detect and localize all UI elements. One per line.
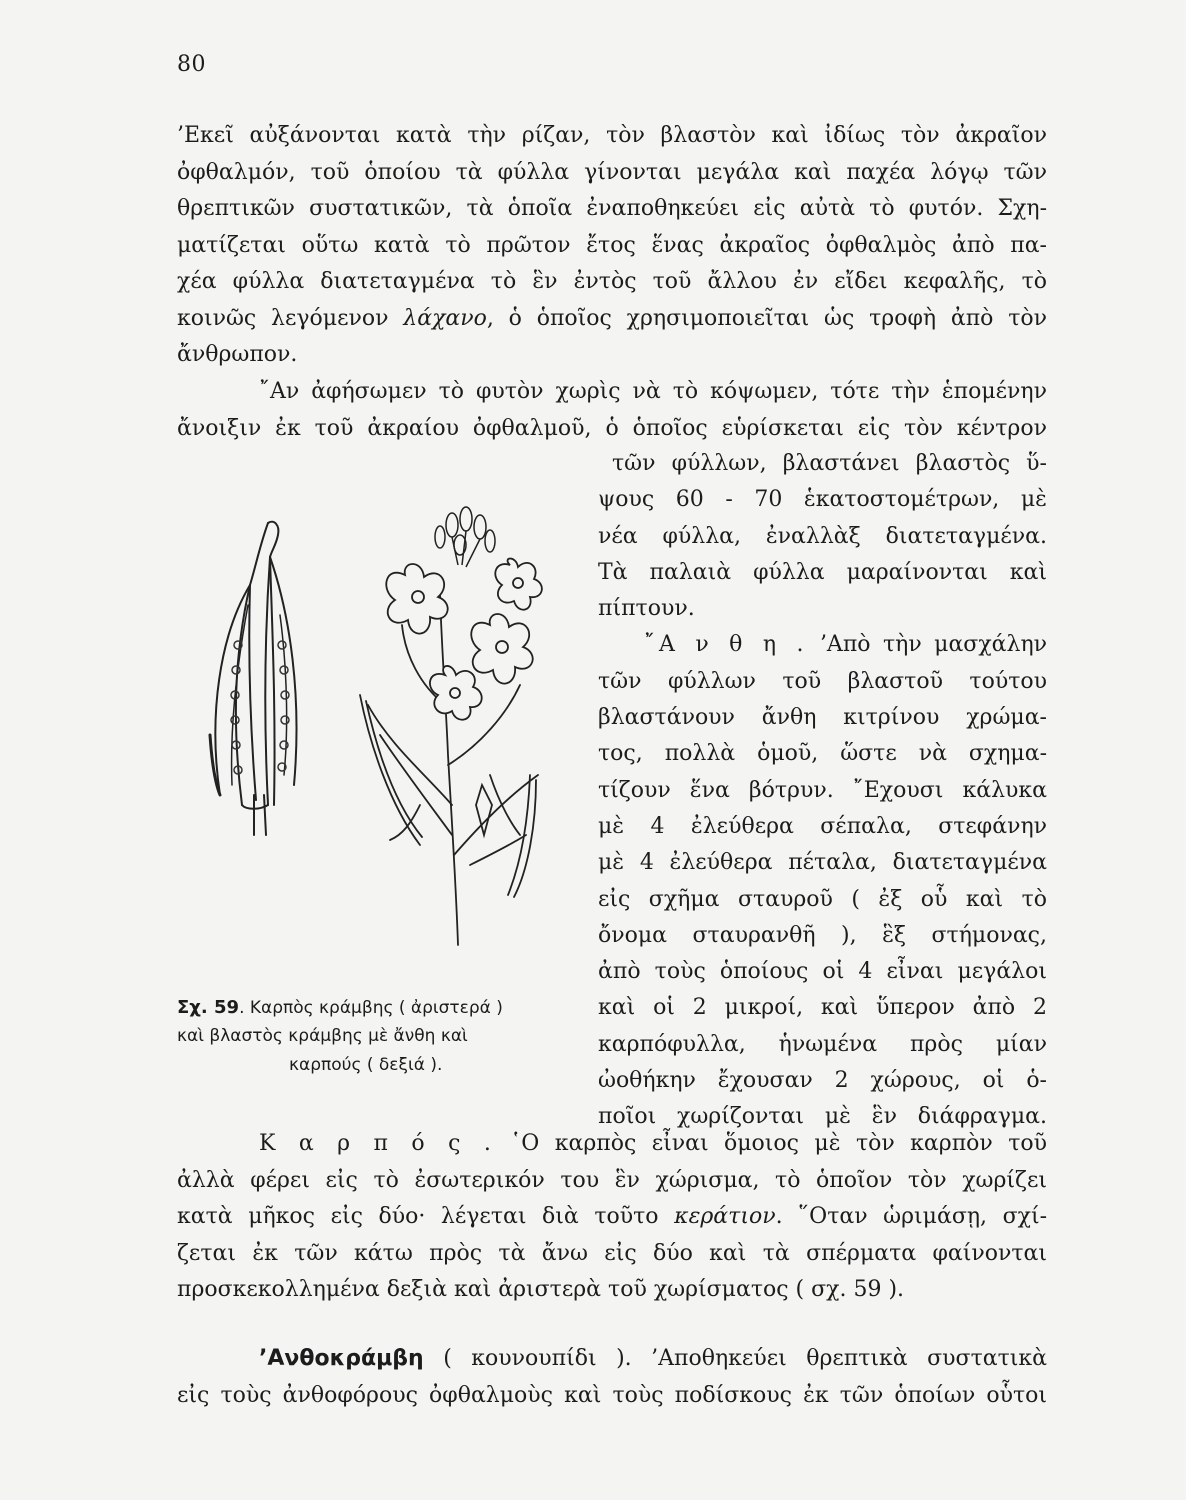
text-line: μὲ 4 ἐλεύθερα σέπαλα, στεφάνην [598, 813, 1047, 839]
text-line: ὀφθαλμόν, τοῦ ὁποίου τὰ φύλλα γίνονται μεγάλα καὶ παχέα λόγῳ τῶν [177, 159, 1047, 185]
text-line: χέα φύλλα διατεταγμένα τὸ ἓν ἐντὸς τοῦ ἄλλου ἐν εἴδει κεφαλῆς, τὸ [177, 269, 1047, 294]
text-fragment: ’Απὸ τὴν μασχάλην [819, 632, 1048, 658]
text-line: ψους 60 - 70 ἑκατοστομέτρων, μὲ [598, 487, 1047, 513]
text-fragment: . Καρπὸς κράμβης ( ἀριστερά ) [239, 998, 503, 1018]
text-fragment: ῾Ο καρπὸς εἶναι ὅμοιος μὲ τὸν καρπὸν τοῦ [510, 1131, 1047, 1156]
intro-paragraph [177, 118, 1047, 374]
text-line: ἄνοιξιν ἐκ τοῦ ἀκραίου ὀφθαλμοῦ, ὁ ὁποῖος εὑρίσκεται εἰς τὸν κέντρον [177, 415, 1047, 441]
text-line [177, 301, 1047, 338]
text-line: εἰς σχῆμα σταυροῦ ( ἐξ οὗ καὶ τὸ [598, 886, 1047, 912]
text-fragment: κατὰ μῆκος εἰς δύο· λέγεται διὰ τοῦτο [177, 1204, 675, 1229]
fruit-paragraph [177, 1126, 1047, 1309]
text-line: καὶ οἱ 2 μικροί, καὶ ὕπερον ἀπὸ 2 [598, 995, 1047, 1021]
text-line: ’Εκεῖ αὐξάνονται κατὰ τὴν ρίζαν, τὸν βλαστὸν καὶ ἰδίως τὸν ἀκραῖον [177, 123, 1047, 148]
flower-clusters [386, 559, 542, 720]
text-line: ἄνθρωπον. [177, 342, 298, 367]
text-line: μὲ 4 ἐλεύθερα πέταλα, διατεταγμένα [598, 850, 1047, 876]
cauliflower-paragraph [177, 1341, 1047, 1414]
caption-line: καρπούς ( δεξιά ). [289, 1055, 443, 1075]
text-line: Τὰ παλαιὰ φύλλα μαραίνονται καὶ [598, 559, 1047, 585]
text-line [177, 1199, 1047, 1236]
term-anthokramvi: ’Ανθοκράμβη [259, 1346, 424, 1371]
text-line: τος, πολλὰ ὁμοῦ, ὥστε νὰ σχημα- [598, 741, 1047, 767]
text-line [177, 1341, 1047, 1378]
text-line: ἀπὸ τοὺς ὁποίους οἱ 4 εἶναι μεγάλοι [598, 959, 1047, 985]
flower-buds [435, 507, 495, 567]
text-line: τίζουν ἕνα βότρυν. ῎Εχουσι κάλυκα [598, 777, 1047, 803]
caption-line [177, 993, 587, 1022]
section-heading-fruit: Κ α ρ π ό ς . [259, 1131, 495, 1156]
text-line [177, 1126, 1047, 1163]
text-line: ῎Αν ἀφήσωμεν τὸ φυτὸν χωρὶς νὰ τὸ κόψωμεν, τότε τὴν ἑπομένην [259, 379, 1047, 404]
right-column-text [598, 446, 1047, 1136]
text-line: καρπόφυλλα, ἡνωμένα πρὸς μίαν [598, 1031, 1047, 1057]
text-line: ποῖοι χωρίζονται μὲ ἓν διάφραγμα. [598, 1104, 1047, 1130]
term-lachano: λάχανο [403, 305, 487, 331]
text-line [598, 627, 1047, 663]
caption-label: Σχ. 59 [177, 997, 240, 1018]
page-number: 80 [177, 52, 206, 77]
text-fragment: . ῞Οταν ὡριμάσῃ, σχί- [775, 1204, 1047, 1229]
text-line: ζεται ἐκ τῶν κάτω πρὸς τὰ ἄνω εἰς δύο καὶ τὰ σπέρματα φαίνονται [177, 1240, 1047, 1266]
text-line: τῶν φύλλων, βλαστάνει βλαστὸς ὕ- [612, 451, 1047, 476]
text-fragment: ( κουνουπίδι ). ’Αποθηκεύει θρεπτικὰ συστατικὰ [443, 1346, 1047, 1371]
text-line: ὄνομα σταυρανθῆ ), ἓξ στήμονας, [598, 922, 1047, 948]
second-paragraph [177, 374, 1047, 447]
text-line: εἰς τοὺς ἀνθοφόρους ὀφθαλμοὺς καὶ τοὺς ποδίσκους ἐκ τῶν ὁποίων οὗτοι [177, 1382, 1047, 1408]
text-line: ἀλλὰ φέρει εἰς τὸ ἐσωτερικόν του ἓν χώρισμα, τὸ ὁποῖον τὸν χωρίζει [177, 1167, 1047, 1193]
text-line: προσκεκολλημένα δεξιὰ καὶ ἀριστερὰ τοῦ χωρίσματος ( σχ. 59 ). [177, 1277, 905, 1302]
brassica-seed-pod-drawing [210, 522, 297, 835]
text-line: θρεπτικῶν συστατικῶν, τὰ ὁποῖα ἐναποθηκεύει εἰς αὐτὰ τὸ φυτόν. Σχη- [177, 196, 1047, 221]
text-line: ὠοθήκην ἔχουσαν 2 χώρους, οἱ ὁ- [598, 1068, 1047, 1094]
text-line: βλαστάνουν ἄνθη κιτρίνου χρώμα- [598, 705, 1047, 731]
section-heading-flowers: ῎Α ν θ η . [644, 632, 808, 658]
text-line: νέα φύλλα, ἐναλλὰξ διατεταγμένα. [598, 523, 1047, 549]
term-keration: κεράτιον [674, 1204, 776, 1229]
text-line: ματίζεται οὕτω κατὰ τὸ πρῶτον ἔτος ἕνας ἀκραῖος ὀφθαλμὸς ἀπὸ πα- [177, 232, 1047, 258]
caption-line: καὶ βλαστὸς κράμβης μὲ ἄνθη καὶ [177, 1026, 468, 1046]
text-line: πίπτουν. [598, 596, 695, 622]
figure-caption [177, 993, 587, 1080]
text-fragment: , ὁ ὁποῖος χρησιμοποιεῖται ὡς τροφὴ ἀπὸ τὸν [486, 305, 1047, 331]
figure-59-illustration [190, 505, 590, 975]
text-fragment: κοινῶς λεγόμενον [177, 305, 404, 331]
text-line: τῶν φύλλων τοῦ βλαστοῦ τούτου [598, 668, 1047, 694]
